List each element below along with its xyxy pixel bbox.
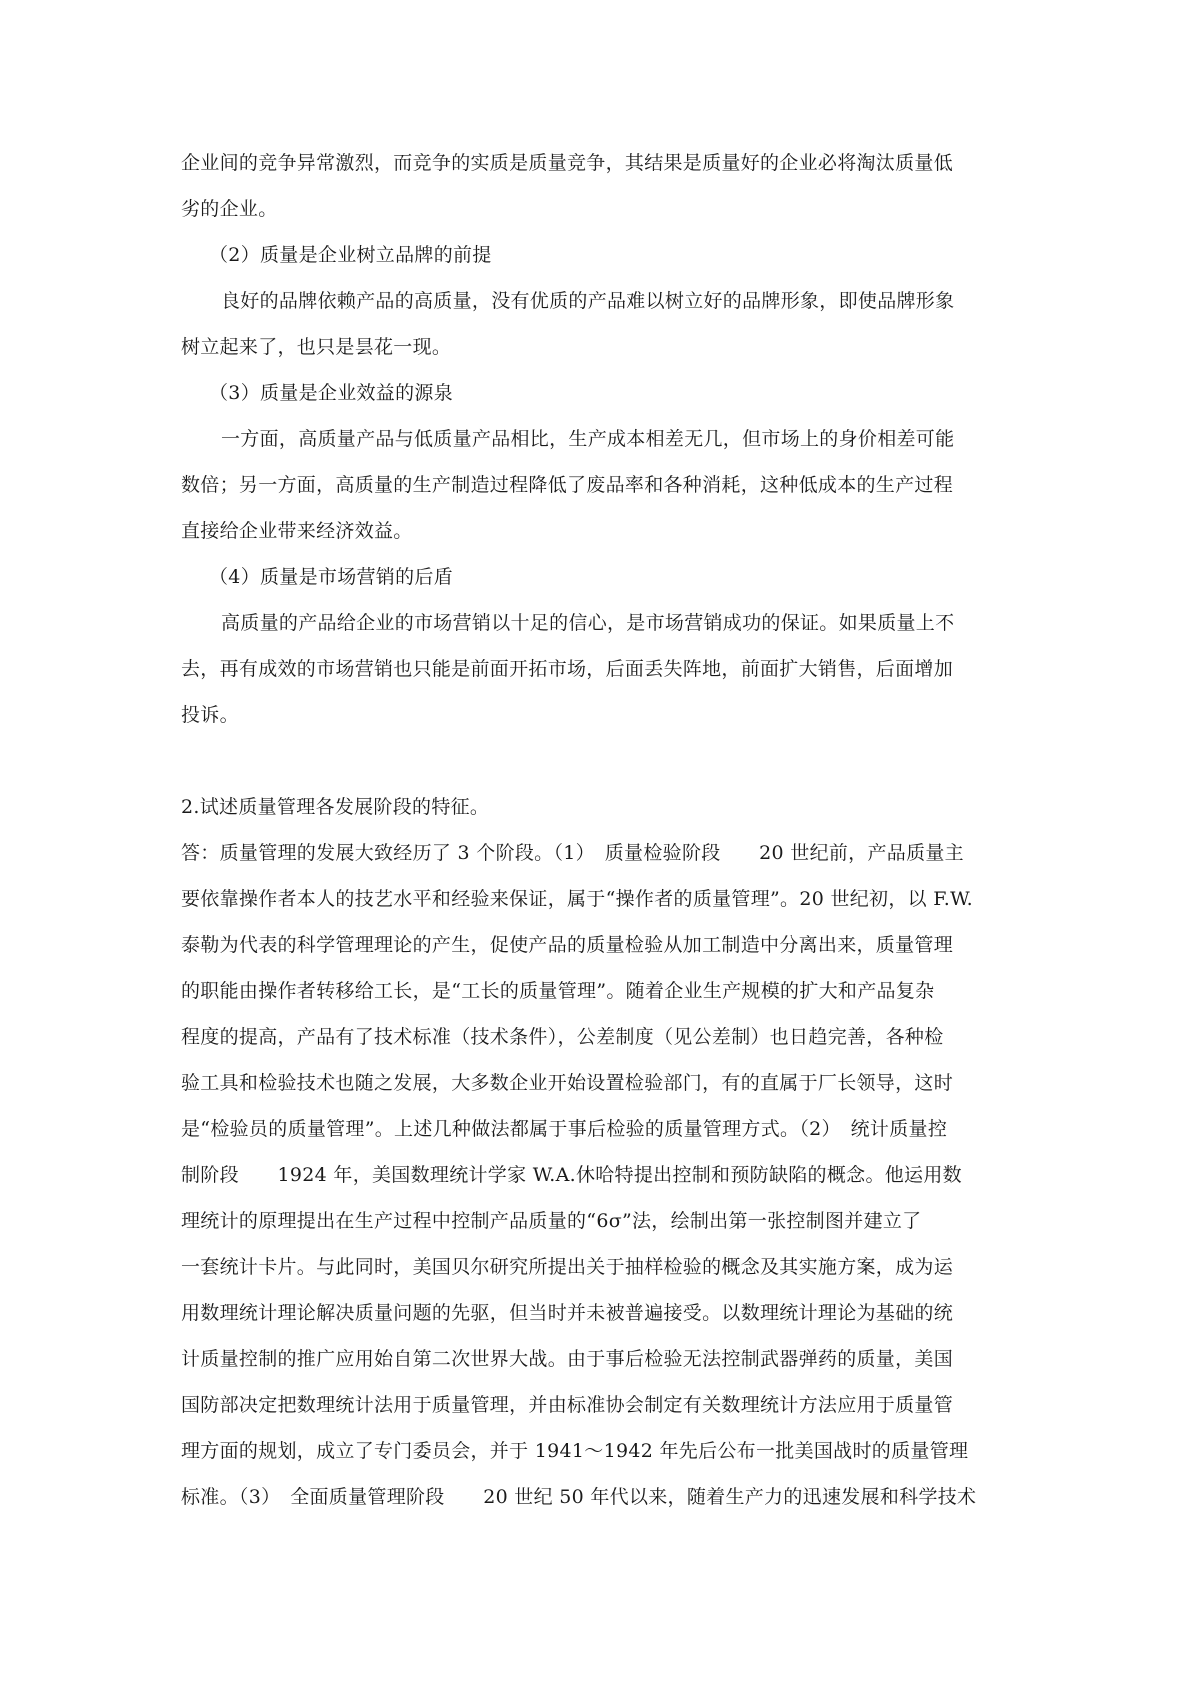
answer-line: 国防部决定把数理统计法用于质量管理，并由标准协会制定有关数理统计方法应用于质量管: [181, 1394, 954, 1416]
answer-line: 的职能由操作者转移给工长，是“工长的质量管理”。随着企业生产规模的扩大和产品复杂: [181, 980, 935, 1002]
document-page: [181, 140, 1019, 1520]
answer-line: 用数理统计理论解决质量问题的先驱，但当时并未被普遍接受。以数理统计理论为基础的统: [181, 1302, 954, 1324]
point-heading: （2）质量是企业树立品牌的前提: [209, 244, 492, 266]
paragraph-line: 一方面，高质量产品与低质量产品相比，生产成本相差无几，但市场上的身价相差可能: [221, 428, 955, 450]
answer-line: 是“检验员的质量管理”。上述几种做法都属于事后检验的质量管理方式。（2） 统计质量控: [181, 1118, 948, 1140]
paragraph-line: 良好的品牌依赖产品的高质量，没有优质的产品难以树立好的品牌形象，即使品牌形象: [221, 290, 955, 312]
point-heading: （3）质量是企业效益的源泉: [209, 382, 453, 404]
answer-line: 要依靠操作者本人的技艺水平和经验来保证，属于“操作者的质量管理”。20 世纪初，以 F.W.: [181, 888, 973, 910]
paragraph-line: 企业间的竞争异常激烈，而竞争的实质是质量竞争，其结果是质量好的企业必将淘汰质量低: [181, 152, 954, 174]
answer-line: 理统计的原理提出在生产过程中控制产品质量的“6σ”法，绘制出第一张控制图并建立了: [181, 1210, 922, 1232]
section-gap: [181, 738, 1019, 784]
paragraph-line: 劣的企业。: [181, 198, 278, 220]
answer-line: 制阶段 1924 年，美国数理统计学家 W.A.休哈特提出控制和预防缺陷的概念。他运用数: [181, 1164, 962, 1186]
paragraph-line: 数倍；另一方面，高质量的生产制造过程降低了废品率和各种消耗，这种低成本的生产过程: [181, 474, 954, 496]
answer-line: 标准。（3） 全面质量管理阶段 20 世纪 50 年代以来，随着生产力的迅速发展和科学技术: [181, 1486, 977, 1508]
paragraph-line: 投诉。: [181, 704, 239, 726]
question-heading: 2.试述质量管理各发展阶段的特征。: [181, 796, 490, 818]
paragraph-line: 树立起来了，也只是昙花一现。: [181, 336, 452, 358]
paragraph-line: 高质量的产品给企业的市场营销以十足的信心，是市场营销成功的保证。如果质量上不: [221, 612, 955, 634]
paragraph-line: 去，再有成效的市场营销也只能是前面开拓市场，后面丢失阵地，前面扩大销售，后面增加: [181, 658, 954, 680]
paragraph-line: 直接给企业带来经济效益。: [181, 520, 413, 542]
answer-line: 一套统计卡片。与此同时，美国贝尔研究所提出关于抽样检验的概念及其实施方案，成为运: [181, 1256, 954, 1278]
answer-line: 理方面的规划，成立了专门委员会，并于 1941～1942 年先后公布一批美国战时的质量管理: [181, 1440, 969, 1462]
answer-line: 泰勒为代表的科学管理理论的产生，促使产品的质量检验从加工制造中分离出来，质量管理: [181, 934, 954, 956]
answer-line: 计质量控制的推广应用始自第二次世界大战。由于事后检验无法控制武器弹药的质量，美国: [181, 1348, 954, 1370]
answer-line: 答：质量管理的发展大致经历了 3 个阶段。（1） 质量检验阶段 20 世纪前，产品质量主: [181, 842, 964, 864]
answer-line: 验工具和检验技术也随之发展，大多数企业开始设置检验部门，有的直属于厂长领导，这时: [181, 1072, 954, 1094]
answer-line: 程度的提高，产品有了技术标准（技术条件），公差制度（见公差制）也日趋完善，各种检: [181, 1026, 944, 1048]
point-heading: （4）质量是市场营销的后盾: [209, 566, 453, 588]
